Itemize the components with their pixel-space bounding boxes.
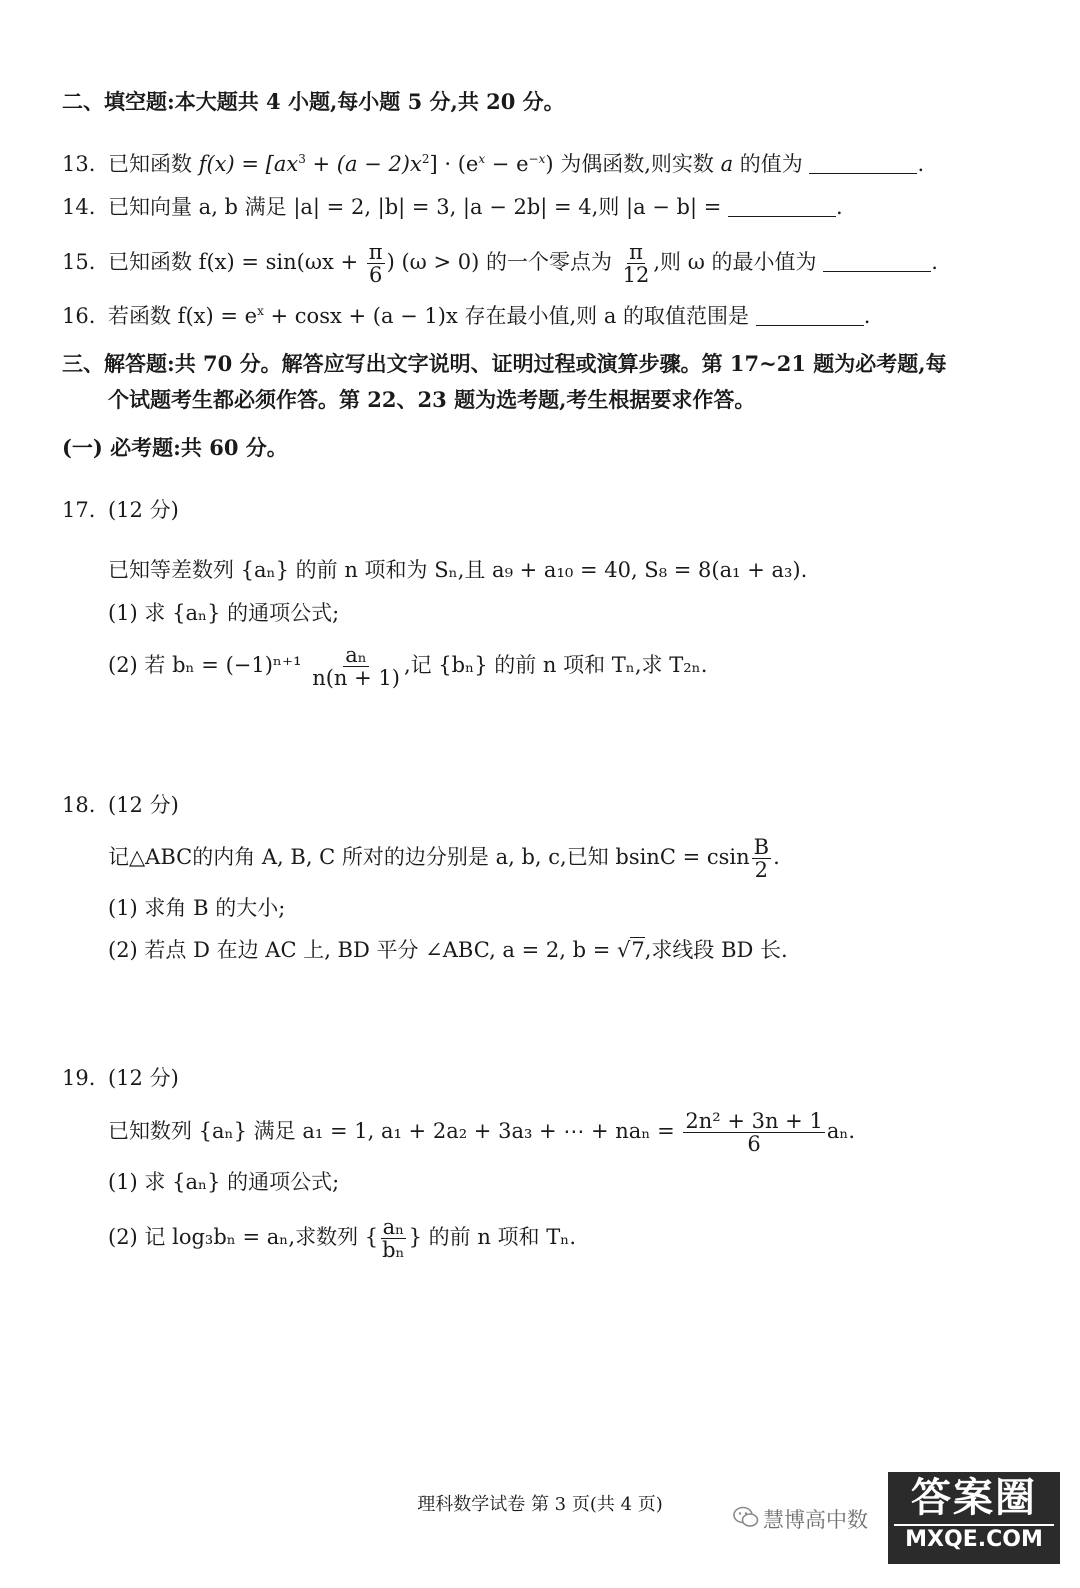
question-13: 13. 已知函数 $f(x) = [ax^3 + (a - 2)x^2] \cdot (e^x - e^{-x})$ 为偶函数,则实数 a 的值为 . — [62, 152, 925, 176]
wechat-icon — [733, 1506, 759, 1528]
q18-part2-text: ,求线段 BD 长. — [644, 938, 788, 962]
question-18-header — [62, 791, 179, 819]
question-number: 17. — [62, 498, 96, 522]
q19-part1: (1) 求 {aₙ} 的通项公式; — [108, 1170, 340, 1194]
fraction-denominator: 6 — [747, 1132, 761, 1156]
q15-text: ) (ω > 0) 的一个零点为 — [386, 250, 612, 274]
q13-math: f(x) = [ax — [198, 152, 299, 176]
question-16 — [62, 297, 870, 330]
answer-blank — [756, 305, 864, 326]
q14-end: . — [836, 195, 843, 219]
watermark-logo — [888, 1472, 1060, 1564]
fraction — [621, 241, 652, 286]
q13-text: 已知函数 — [108, 152, 199, 176]
q15-text: 已知函数 f(x) = sin(ωx + — [108, 250, 359, 274]
question-14 — [62, 193, 843, 221]
question-score: (12 分) — [108, 1066, 179, 1090]
answer-blank — [728, 196, 836, 217]
question-number: 19. — [62, 1066, 96, 1090]
q13-math: + (a − 2)x — [305, 152, 422, 176]
fraction-numerator: π — [368, 240, 383, 264]
q13-math: ] · (e — [429, 152, 479, 176]
q18-stem-text: . — [773, 845, 780, 869]
q19-part2 — [108, 1212, 576, 1262]
q18-part1: (1) 求角 B 的大小; — [108, 896, 286, 920]
question-number: 16. — [62, 304, 96, 328]
fraction — [683, 1110, 824, 1155]
q18-stem-text: 记△ABC的内角 A, B, C 所对的边分别是 a, b, c,已知 bsinC = csin — [108, 845, 750, 869]
answer-blank — [809, 153, 917, 174]
q19-part2-text: (2) 记 log₃bₙ = aₙ,求数列 { — [108, 1225, 379, 1249]
fraction — [380, 1216, 407, 1261]
required-heading: (一) 必考题:共 60 分。 — [62, 435, 288, 460]
q19-stem-text: aₙ. — [826, 1119, 856, 1143]
question-score: (12 分) — [108, 498, 179, 522]
q18-part2-text: (2) 若点 D 在边 AC 上, BD 平分 ∠ABC, a = 2, b = √ — [108, 938, 631, 962]
logo-url: MXQE.COM — [894, 1524, 1054, 1554]
q13-math: a — [720, 152, 734, 176]
q13-math: − e — [485, 152, 529, 176]
q14-text: 已知向量 a, b 满足 |a| = 2, |b| = 3, |a − 2b| = 4,则 |a − b| = — [108, 195, 722, 219]
q16-end: . — [863, 304, 871, 328]
question-number: 18. — [62, 793, 96, 817]
fraction-denominator: 2 — [754, 858, 769, 882]
fraction-denominator: bₙ — [382, 1238, 405, 1262]
logo-text: 答案圈 — [911, 1475, 1037, 1521]
fraction — [310, 644, 402, 689]
q17-part1: (1) 求 {aₙ} 的通项公式; — [108, 601, 340, 625]
q13-text: ) 为偶函数,则实数 — [545, 152, 721, 176]
fraction-numerator: π — [629, 240, 643, 264]
sqrt-value: 7 — [631, 938, 645, 962]
fraction-numerator: aₙ — [345, 643, 367, 667]
q17-part2 — [108, 640, 707, 690]
fraction-denominator: 12 — [622, 263, 650, 287]
question-17-header — [62, 496, 179, 524]
question-19-header — [62, 1064, 179, 1092]
q16-text: 若函数 f(x) = e — [108, 304, 258, 328]
page-footer: 理科数学试卷 第 3 页(共 4 页) — [417, 1494, 663, 1515]
question-number: 13. — [62, 152, 96, 176]
fraction — [367, 241, 385, 286]
fraction-denominator: 6 — [368, 263, 383, 287]
q15-text: ,则 ω 的最小值为 — [653, 250, 817, 274]
q13-text: 的值为 — [733, 152, 803, 176]
fraction-numerator: B — [753, 835, 770, 859]
fraction-numerator: 2n² + 3n + 1 — [685, 1109, 823, 1133]
watermark-text: 慧博高中数 — [763, 1508, 868, 1532]
q17-stem: 已知等差数列 {aₙ} 的前 n 项和为 Sₙ,且 a₉ + a₁₀ = 40, S₈ = 8(a₁ + a₃). — [108, 558, 808, 582]
question-number: 14. — [62, 195, 96, 219]
question-15 — [62, 240, 938, 286]
q15-end: . — [931, 250, 938, 274]
q18-stem — [108, 834, 780, 881]
section-3-heading: 三、解答题:共 70 分。解答应写出文字说明、证明过程或演算步骤。第 17~21 题为必考题,每 — [62, 351, 947, 376]
q13-end: . — [917, 152, 925, 176]
question-number: 15. — [62, 250, 96, 274]
fraction-denominator: n(n + 1) — [312, 666, 400, 690]
fraction-numerator: aₙ — [382, 1215, 405, 1239]
section-3-heading-cont: 个试题考生都必须作答。第 22、23 题为选考题,考生根据要求作答。 — [108, 387, 756, 412]
q17-part2-text: ,记 {bₙ} 的前 n 项和 Tₙ,求 T₂ₙ. — [403, 653, 708, 677]
q17-part2-text: (2) 若 bₙ = (−1)ⁿ⁺¹ — [108, 653, 302, 677]
q16-text: + cosx + (a − 1)x 存在最小值,则 a 的取值范围是 — [263, 304, 750, 328]
q16-sup: x — [257, 304, 264, 318]
q19-stem — [108, 1106, 855, 1156]
section-2-heading: 二、填空题:本大题共 4 小题,每小题 5 分,共 20 分。 — [62, 89, 565, 114]
q19-stem-text: 已知数列 {aₙ} 满足 a₁ = 1, a₁ + 2a₂ + 3a₃ + ⋯ + naₙ = — [108, 1119, 675, 1143]
q18-part2 — [108, 936, 788, 964]
answer-blank — [823, 251, 931, 272]
question-score: (12 分) — [108, 793, 179, 817]
fraction — [752, 836, 771, 881]
q19-part2-text: } 的前 n 项和 Tₙ. — [408, 1225, 576, 1249]
